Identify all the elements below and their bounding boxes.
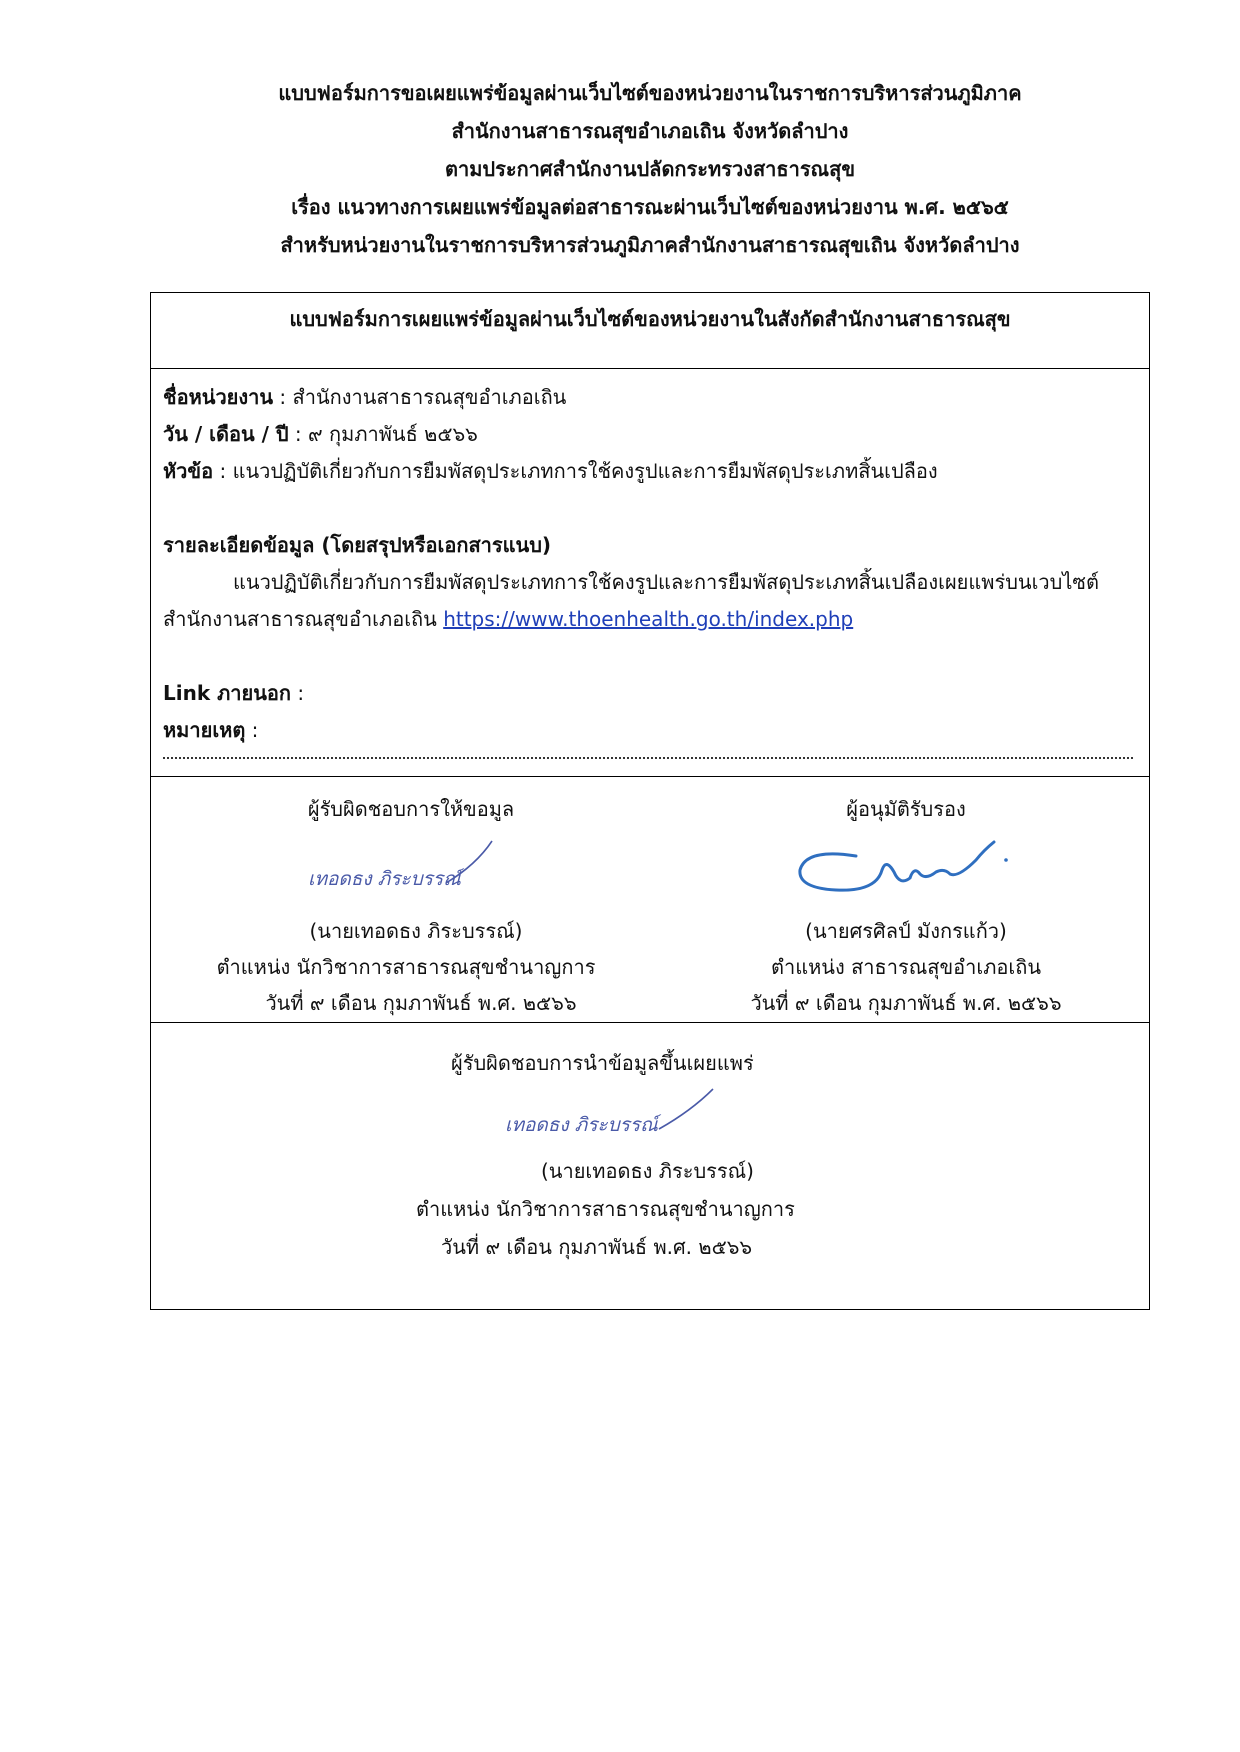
info-section (151, 369, 1149, 777)
topic-value: : แนวปฏิบัติเกี่ยวกับการยืมพัสดุประเภทการใช้คงรูปและการยืมพัสดุประเภทสิ้นเปลือง (213, 459, 938, 483)
provider-signature-text: เทอดธง ภิระบรรณ์ (308, 868, 461, 890)
provider-role: ผู้รับผิดชอบการให้ขอมูล (307, 797, 515, 821)
topic-label: หัวข้อ (163, 459, 214, 483)
header-line-2: สำนักงานสาธารณสุขอำเภอเถิน จังหวัดลำปาง (451, 119, 849, 143)
agency-row (163, 379, 1137, 416)
external-link-value: : (291, 681, 305, 705)
form-table (150, 292, 1150, 1310)
details-prefix: สำนักงานสาธารณสุขอำเภอเถิน (163, 607, 444, 631)
agency-value: : สำนักงานสาธารณสุขอำเภอเถิน (273, 385, 567, 409)
approver-column (661, 777, 1151, 1021)
publisher-signature (491, 1083, 731, 1158)
note-row (163, 712, 1137, 749)
approver-name: (นายศรศิลป์ มังกรแก้ว) (805, 919, 1007, 943)
date-label: วัน / เดือน / ปี (163, 422, 289, 446)
date-row (163, 416, 1137, 453)
details-line-1: แนวปฏิบัติเกี่ยวกับการยืมพัสดุประเภทการใช้คงรูปและการยืมพัสดุประเภทสิ้นเปลืองเผยแพร่บนเวบไซต์ (233, 570, 1099, 594)
publisher-name: (นายเทอดธง ภิระบรรณ์) (541, 1159, 754, 1183)
publisher-position: ตำแหน่ง นักวิชาการสาธารณสุขชำนาญการ (416, 1197, 795, 1221)
external-link-label: Link ภายนอก (163, 681, 292, 705)
provider-position: ตำแหน่ง นักวิชาการสาธารณสุขชำนาญการ (216, 955, 596, 979)
date-value: : ๙ กุมภาพันธ์ ๒๕๖๖ (288, 422, 478, 446)
details-label: รายละเอียดข้อมูล (โดยสรุปหรือเอกสารแนบ) (163, 533, 552, 557)
header-line-1: แบบฟอร์มการขอเผยแพร่ข้อมูลผ่านเว็บไซต์ของหน่วยงานในราชการบริหารส่วนภูมิภาค (278, 81, 1022, 105)
header-line-5: สำหรับหน่วยงานในราชการบริหารส่วนภูมิภาคสำนักงานสาธารณสุขเถิน จังหวัดลำปาง (280, 233, 1020, 257)
approver-signature (661, 827, 1151, 913)
publisher-signature-image (491, 1083, 731, 1153)
publisher-signature-text: เทอดธง ภิระบรรณ์ (505, 1114, 658, 1136)
agency-label: ชื่อหน่วยงาน (163, 385, 274, 409)
form-title: แบบฟอร์มการเผยแพร่ข้อมูลผ่านเว็บไซต์ของหน่วยงานในสังกัดสำนักงานสาธารณสุข (151, 293, 1149, 369)
header-line-3: ตามประกาศสำนักงานปลัดกระทรวงสาธารณสุข (444, 157, 855, 181)
provider-signature-image (296, 835, 516, 905)
document-header (150, 74, 1150, 264)
note-value: : (245, 718, 259, 742)
details-line-2 (163, 601, 1137, 638)
details-url-link[interactable]: https://www.thoenhealth.go.th/index.php (443, 607, 854, 631)
topic-row (163, 453, 1137, 490)
provider-signature (151, 827, 661, 913)
signature-section (151, 777, 1149, 1023)
approver-signature-image (786, 830, 1026, 910)
publisher-role: ผู้รับผิดชอบการนำข้อมูลขึ้นเผยแพร่ (451, 1051, 754, 1075)
provider-date: วันที่ ๙ เดือน กุมภาพันธ์ พ.ศ. ๒๕๖๖ (265, 991, 577, 1015)
external-link-row (163, 675, 1137, 712)
header-line-4: เรื่อง แนวทางการเผยแพร่ข้อมูลต่อสาธารณะผ่านเว็บไซต์ของหน่วยงาน พ.ศ. ๒๕๖๕ (291, 195, 1009, 219)
dotted-line (163, 757, 1133, 759)
approver-role: ผู้อนุมัติรับรอง (846, 797, 966, 821)
note-label: หมายเหตุ (163, 718, 246, 742)
provider-name: (นายเทอดธง ภิระบรรณ์) (309, 919, 523, 943)
approver-position: ตำแหน่ง สาธารณสุขอำเภอเถิน (770, 955, 1042, 979)
provider-column (151, 777, 661, 1021)
publisher-section (151, 1023, 1149, 1311)
publisher-date: วันที่ ๙ เดือน กุมภาพันธ์ พ.ศ. ๒๕๖๖ (441, 1235, 753, 1259)
approver-date: วันที่ ๙ เดือน กุมภาพันธ์ พ.ศ. ๒๕๖๖ (750, 991, 1062, 1015)
